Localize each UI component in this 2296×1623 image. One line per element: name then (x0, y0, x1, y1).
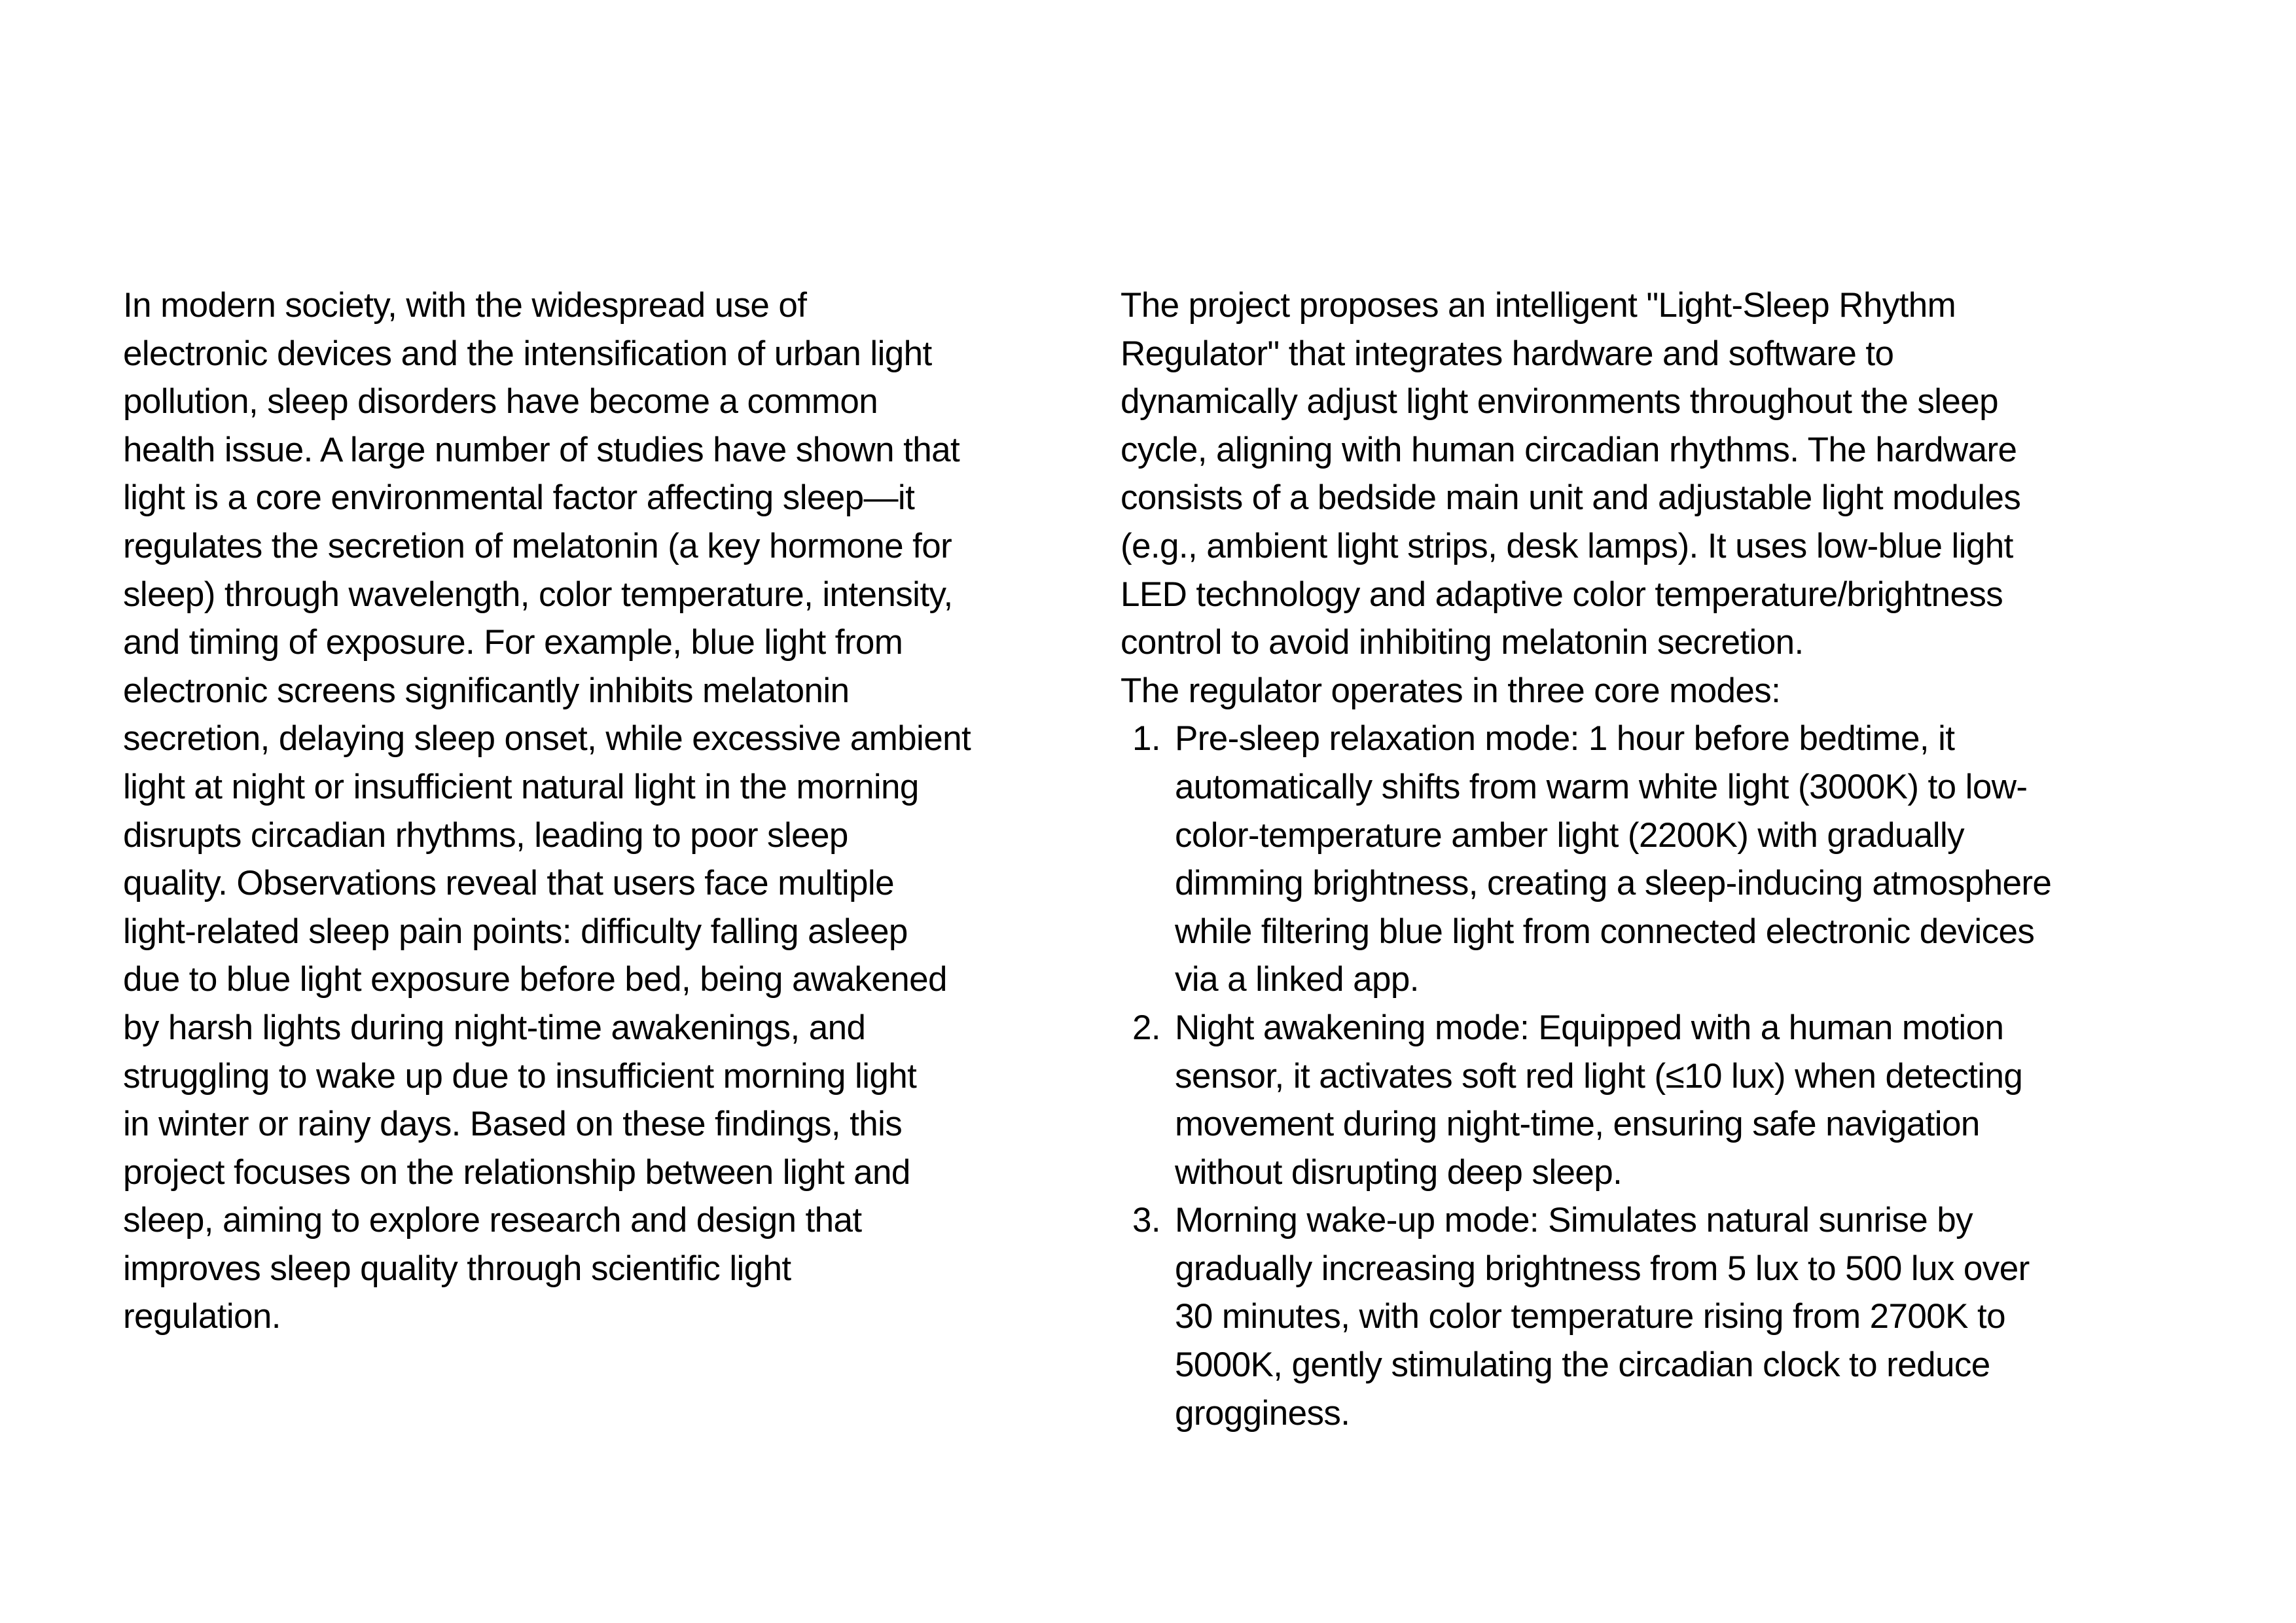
mode-line: sensor, it activates soft red light (≤10 lux) when detecting (1175, 1056, 2023, 1096)
mode-item-night-awakening (1121, 1004, 2207, 1196)
intro-line: control to avoid inhibiting melatonin secretion. (1121, 623, 1804, 662)
mode-line: 30 minutes, with color temperature rising from 2700K to (1175, 1297, 2006, 1336)
list-number: 1. (1132, 719, 1161, 758)
list-number: 2. (1132, 1008, 1161, 1047)
paragraph-line: regulation. (123, 1297, 281, 1336)
paragraph-line: pollution, sleep disorders have become a common (123, 382, 878, 421)
modes-list (1121, 715, 2207, 1437)
mode-item-pre-sleep (1121, 715, 2207, 1004)
paragraph-line: light at night or insufficient natural light in the morning (123, 767, 919, 806)
paragraph-line: sleep, aiming to explore research and design that (123, 1201, 862, 1240)
paragraph-line: quality. Observations reveal that users face multiple (123, 864, 894, 903)
mode-line: grogginess. (1175, 1393, 1350, 1433)
mode-line: 5000K, gently stimulating the circadian clock to reduce (1175, 1346, 1990, 1385)
paragraph-line: health issue. A large number of studies have shown that (123, 430, 960, 469)
intro-line: The project proposes an intelligent "Light-Sleep Rhythm (1121, 286, 1956, 325)
paragraph-line: disrupts circadian rhythms, leading to poor sleep (123, 815, 848, 855)
paragraph-line: in winter or rainy days. Based on these findings, this (123, 1105, 903, 1144)
paragraph-line: electronic screens significantly inhibits melatonin (123, 671, 850, 710)
paragraph-line: struggling to wake up due to insufficient morning light (123, 1056, 917, 1096)
mode-line: dimming brightness, creating a sleep-inducing atmosphere (1175, 864, 2052, 903)
modes-heading: The regulator operates in three core modes: (1121, 671, 1781, 710)
paragraph-line: project focuses on the relationship between light and (123, 1152, 910, 1192)
mode-line: automatically shifts from warm white light (3000K) to low- (1175, 767, 2028, 806)
intro-line: dynamically adjust light environments throughout the sleep (1121, 382, 1999, 421)
mode-line: via a linked app. (1175, 960, 1419, 999)
paragraph-line: electronic devices and the intensification of urban light (123, 334, 932, 373)
mode-line: Pre-sleep relaxation mode: 1 hour before bedtime, it (1175, 719, 1955, 758)
intro-line: LED technology and adaptive color temperature/brightness (1121, 575, 2003, 614)
paragraph-line: improves sleep quality through scientific light (123, 1249, 791, 1288)
paragraph-line: light-related sleep pain points: difficulty falling asleep (123, 912, 908, 951)
mode-line: Morning wake-up mode: Simulates natural sunrise by (1175, 1201, 1973, 1240)
intro-line: Regulator" that integrates hardware and software to (1121, 334, 1894, 373)
list-number: 3. (1132, 1201, 1161, 1240)
paragraph-line: sleep) through wavelength, color temperature, intensity, (123, 575, 953, 614)
mode-item-morning-wake-up (1121, 1196, 2207, 1437)
mode-line: Night awakening mode: Equipped with a human motion (1175, 1008, 2004, 1047)
intro-line: (e.g., ambient light strips, desk lamps). It uses low-blue light (1121, 526, 2013, 565)
mode-line: without disrupting deep sleep. (1175, 1152, 1623, 1192)
mode-line: movement during night-time, ensuring safe navigation (1175, 1105, 1980, 1144)
paragraph-line: due to blue light exposure before bed, being awakened (123, 960, 947, 999)
intro-line: consists of a bedside main unit and adjustable light modules (1121, 478, 2021, 518)
right-column-project-description (1121, 281, 2207, 1437)
paragraph-line: light is a core environmental factor affecting sleep—it (123, 478, 915, 518)
left-column-background-paragraph (123, 281, 1092, 1341)
mode-line: color-temperature amber light (2200K) with gradually (1175, 815, 1965, 855)
mode-line: while filtering blue light from connected electronic devices (1175, 912, 2035, 951)
paragraph-line: In modern society, with the widespread use of (123, 286, 807, 325)
paragraph-line: secretion, delaying sleep onset, while excessive ambient (123, 719, 971, 758)
paragraph-line: and timing of exposure. For example, blue light from (123, 623, 903, 662)
mode-line: gradually increasing brightness from 5 lux to 500 lux over (1175, 1249, 2030, 1288)
paragraph-line: regulates the secretion of melatonin (a key hormone for (123, 526, 952, 565)
intro-paragraph (1121, 281, 2207, 667)
paragraph-line: by harsh lights during night-time awakenings, and (123, 1008, 866, 1047)
intro-line: cycle, aligning with human circadian rhythms. The hardware (1121, 430, 2017, 469)
